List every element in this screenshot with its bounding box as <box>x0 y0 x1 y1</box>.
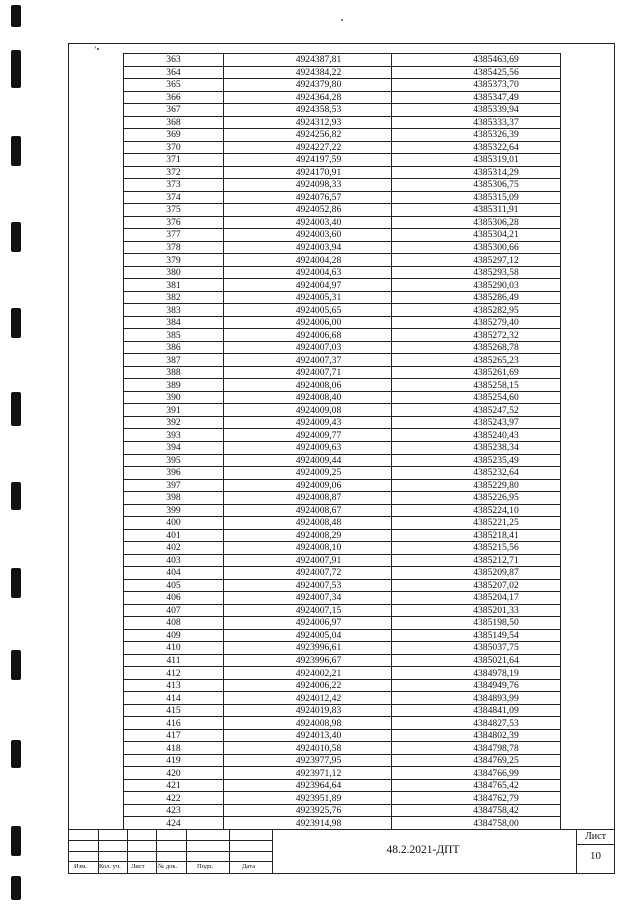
point-number-cell: 424 <box>124 817 224 830</box>
table-row <box>124 654 561 667</box>
x-coordinate-cell: 4924008,06 <box>224 379 392 392</box>
point-number-cell: 371 <box>124 154 224 167</box>
table-row <box>124 554 561 567</box>
title-block-divider <box>576 844 615 845</box>
x-coordinate-cell: 4924009,77 <box>224 429 392 442</box>
table-row <box>124 679 561 692</box>
y-coordinate-cell: 4384978,19 <box>392 667 561 680</box>
x-coordinate-cell: 4923996,67 <box>224 654 392 667</box>
y-coordinate-cell: 4385229,80 <box>392 479 561 492</box>
x-coordinate-cell: 4924006,97 <box>224 617 392 630</box>
y-coordinate-cell: 4385268,78 <box>392 341 561 354</box>
x-coordinate-cell: 4923951,89 <box>224 792 392 805</box>
x-coordinate-cell: 4924008,10 <box>224 542 392 555</box>
y-coordinate-cell: 4385224,10 <box>392 504 561 517</box>
y-coordinate-cell: 4385204,17 <box>392 592 561 605</box>
table-row <box>124 91 561 104</box>
binding-mark <box>11 5 21 27</box>
table-row <box>124 567 561 580</box>
table-row <box>124 216 561 229</box>
point-number-cell: 413 <box>124 679 224 692</box>
table-row <box>124 604 561 617</box>
y-coordinate-cell: 4384827,53 <box>392 717 561 730</box>
y-coordinate-cell: 4385212,71 <box>392 554 561 567</box>
x-coordinate-cell: 4924010,58 <box>224 742 392 755</box>
label-change: Изм. <box>74 863 87 870</box>
table-row <box>124 429 561 442</box>
coordinates-table <box>123 53 561 830</box>
x-coordinate-cell: 4924007,34 <box>224 592 392 605</box>
y-coordinate-cell: 4385201,33 <box>392 604 561 617</box>
table-row <box>124 266 561 279</box>
point-number-cell: 405 <box>124 579 224 592</box>
y-coordinate-cell: 4385272,32 <box>392 329 561 342</box>
point-number-cell: 400 <box>124 517 224 530</box>
table-row <box>124 204 561 217</box>
table-row <box>124 291 561 304</box>
label-signature: Подп. <box>197 863 214 870</box>
point-number-cell: 378 <box>124 241 224 254</box>
table-row <box>124 379 561 392</box>
y-coordinate-cell: 4385279,40 <box>392 316 561 329</box>
y-coordinate-cell: 4385306,75 <box>392 179 561 192</box>
table-row <box>124 742 561 755</box>
y-coordinate-cell: 4384769,25 <box>392 754 561 767</box>
point-number-cell: 404 <box>124 567 224 580</box>
x-coordinate-cell: 4923971,12 <box>224 767 392 780</box>
y-coordinate-cell: 4385373,70 <box>392 79 561 92</box>
point-number-cell: 401 <box>124 529 224 542</box>
y-coordinate-cell: 4385221,25 <box>392 517 561 530</box>
y-coordinate-cell: 4385198,50 <box>392 617 561 630</box>
table-row <box>124 129 561 142</box>
y-coordinate-cell: 4385286,49 <box>392 291 561 304</box>
y-coordinate-cell: 4385347,49 <box>392 91 561 104</box>
y-coordinate-cell: 4385304,21 <box>392 229 561 242</box>
y-coordinate-cell: 4384766,99 <box>392 767 561 780</box>
y-coordinate-cell: 4385311,91 <box>392 204 561 217</box>
point-number-cell: 366 <box>124 91 224 104</box>
point-number-cell: 372 <box>124 166 224 179</box>
y-coordinate-cell: 4385315,09 <box>392 191 561 204</box>
x-coordinate-cell: 4924009,08 <box>224 404 392 417</box>
point-number-cell: 370 <box>124 141 224 154</box>
point-number-cell: 379 <box>124 254 224 267</box>
coordinates-table-body <box>124 54 561 830</box>
table-row <box>124 116 561 129</box>
x-coordinate-cell: 4924007,03 <box>224 341 392 354</box>
y-coordinate-cell: 4385314,29 <box>392 166 561 179</box>
point-number-cell: 403 <box>124 554 224 567</box>
binding-mark <box>11 50 21 88</box>
y-coordinate-cell: 4385207,02 <box>392 579 561 592</box>
x-coordinate-cell: 4924005,04 <box>224 629 392 642</box>
x-coordinate-cell: 4924009,43 <box>224 416 392 429</box>
y-coordinate-cell: 4384841,09 <box>392 704 561 717</box>
label-date: Дата <box>242 863 255 870</box>
x-coordinate-cell: 4924197,59 <box>224 154 392 167</box>
title-block <box>68 829 615 874</box>
x-coordinate-cell: 4924009,06 <box>224 479 392 492</box>
x-coordinate-cell: 4924384,22 <box>224 66 392 79</box>
table-row <box>124 279 561 292</box>
y-coordinate-cell: 4385300,66 <box>392 241 561 254</box>
point-number-cell: 418 <box>124 742 224 755</box>
x-coordinate-cell: 4924007,37 <box>224 354 392 367</box>
table-row <box>124 617 561 630</box>
point-number-cell: 380 <box>124 266 224 279</box>
y-coordinate-cell: 4385240,43 <box>392 429 561 442</box>
x-coordinate-cell: 4924008,29 <box>224 529 392 542</box>
y-coordinate-cell: 4384762,79 <box>392 792 561 805</box>
point-number-cell: 409 <box>124 629 224 642</box>
y-coordinate-cell: 4385339,94 <box>392 104 561 117</box>
table-row <box>124 341 561 354</box>
table-row <box>124 366 561 379</box>
y-coordinate-cell: 4384758,00 <box>392 817 561 830</box>
title-block-divider <box>229 829 230 874</box>
table-row <box>124 354 561 367</box>
x-coordinate-cell: 4923925,76 <box>224 804 392 817</box>
y-coordinate-cell: 4385425,56 <box>392 66 561 79</box>
point-number-cell: 384 <box>124 316 224 329</box>
label-sheet: Лист <box>131 863 145 870</box>
title-block-top-line <box>68 829 615 830</box>
table-row <box>124 804 561 817</box>
x-coordinate-cell: 4924006,22 <box>224 679 392 692</box>
x-coordinate-cell: 4924019,83 <box>224 704 392 717</box>
y-coordinate-cell: 4384758,42 <box>392 804 561 817</box>
point-number-cell: 382 <box>124 291 224 304</box>
binding-mark <box>11 876 21 900</box>
y-coordinate-cell: 4385326,39 <box>392 129 561 142</box>
binding-mark <box>11 568 21 598</box>
sheet-label: Лист <box>585 831 606 842</box>
y-coordinate-cell: 4385261,69 <box>392 366 561 379</box>
x-coordinate-cell: 4923996,61 <box>224 642 392 655</box>
point-number-cell: 393 <box>124 429 224 442</box>
y-coordinate-cell: 4385254,60 <box>392 391 561 404</box>
x-coordinate-cell: 4924007,53 <box>224 579 392 592</box>
table-row <box>124 792 561 805</box>
binding-mark <box>11 482 21 510</box>
table-row <box>124 254 561 267</box>
point-number-cell: 420 <box>124 767 224 780</box>
point-number-cell: 365 <box>124 79 224 92</box>
x-coordinate-cell: 4924008,87 <box>224 492 392 505</box>
point-number-cell: 417 <box>124 729 224 742</box>
y-coordinate-cell: 4385319,01 <box>392 154 561 167</box>
point-number-cell: 394 <box>124 441 224 454</box>
point-number-cell: 406 <box>124 592 224 605</box>
point-number-cell: 396 <box>124 467 224 480</box>
table-row <box>124 391 561 404</box>
table-row <box>124 542 561 555</box>
point-number-cell: 391 <box>124 404 224 417</box>
point-number-cell: 415 <box>124 704 224 717</box>
point-number-cell: 376 <box>124 216 224 229</box>
y-coordinate-cell: 4385243,97 <box>392 416 561 429</box>
table-row <box>124 754 561 767</box>
point-number-cell: 374 <box>124 191 224 204</box>
table-row <box>124 629 561 642</box>
point-number-cell: 408 <box>124 617 224 630</box>
y-coordinate-cell: 4385322,64 <box>392 141 561 154</box>
title-block-divider <box>186 829 187 874</box>
x-coordinate-cell: 4924007,91 <box>224 554 392 567</box>
x-coordinate-cell: 4924008,48 <box>224 517 392 530</box>
y-coordinate-cell: 4385149,54 <box>392 629 561 642</box>
x-coordinate-cell: 4924009,63 <box>224 441 392 454</box>
table-row <box>124 692 561 705</box>
y-coordinate-cell: 4384798,78 <box>392 742 561 755</box>
x-coordinate-cell: 4924006,68 <box>224 329 392 342</box>
point-number-cell: 414 <box>124 692 224 705</box>
x-coordinate-cell: 4924005,65 <box>224 304 392 317</box>
table-row <box>124 54 561 67</box>
x-coordinate-cell: 4924364,28 <box>224 91 392 104</box>
table-row <box>124 592 561 605</box>
y-coordinate-cell: 4384893,99 <box>392 692 561 705</box>
binding-mark <box>11 392 21 426</box>
x-coordinate-cell: 4924379,80 <box>224 79 392 92</box>
x-coordinate-cell: 4924013,40 <box>224 729 392 742</box>
point-number-cell: 377 <box>124 229 224 242</box>
x-coordinate-cell: 4924008,40 <box>224 391 392 404</box>
table-row <box>124 304 561 317</box>
point-number-cell: 381 <box>124 279 224 292</box>
table-row <box>124 479 561 492</box>
y-coordinate-cell: 4385247,52 <box>392 404 561 417</box>
table-row <box>124 316 561 329</box>
point-number-cell: 422 <box>124 792 224 805</box>
y-coordinate-cell: 4385238,34 <box>392 441 561 454</box>
binding-mark <box>11 136 21 166</box>
point-number-cell: 397 <box>124 479 224 492</box>
x-coordinate-cell: 4924076,57 <box>224 191 392 204</box>
scan-speck <box>341 19 343 21</box>
x-coordinate-cell: 4924227,22 <box>224 141 392 154</box>
table-row <box>124 729 561 742</box>
point-number-cell: 383 <box>124 304 224 317</box>
x-coordinate-cell: 4924007,72 <box>224 567 392 580</box>
x-coordinate-cell: 4924002,21 <box>224 667 392 680</box>
y-coordinate-cell: 4385037,75 <box>392 642 561 655</box>
y-coordinate-cell: 4385463,69 <box>392 54 561 67</box>
document-code: 48.2.2021-ДПТ <box>386 844 460 856</box>
point-number-cell: 399 <box>124 504 224 517</box>
y-coordinate-cell: 4385215,56 <box>392 542 561 555</box>
y-coordinate-cell: 4385293,58 <box>392 266 561 279</box>
x-coordinate-cell: 4924007,71 <box>224 366 392 379</box>
point-number-cell: 367 <box>124 104 224 117</box>
point-number-cell: 421 <box>124 779 224 792</box>
point-number-cell: 411 <box>124 654 224 667</box>
y-coordinate-cell: 4384802,39 <box>392 729 561 742</box>
x-coordinate-cell: 4923977,95 <box>224 754 392 767</box>
table-row <box>124 817 561 830</box>
table-row <box>124 467 561 480</box>
table-row <box>124 241 561 254</box>
x-coordinate-cell: 4924387,81 <box>224 54 392 67</box>
table-row <box>124 504 561 517</box>
label-count: Кол. уч. <box>99 863 121 870</box>
title-block-divider <box>127 829 128 874</box>
y-coordinate-cell: 4385333,37 <box>392 116 561 129</box>
label-doc-number: № док. <box>158 863 178 870</box>
point-number-cell: 386 <box>124 341 224 354</box>
table-row <box>124 779 561 792</box>
table-row <box>124 704 561 717</box>
point-number-cell: 395 <box>124 454 224 467</box>
point-number-cell: 364 <box>124 66 224 79</box>
y-coordinate-cell: 4384765,42 <box>392 779 561 792</box>
x-coordinate-cell: 4924098,33 <box>224 179 392 192</box>
table-row <box>124 454 561 467</box>
y-coordinate-cell: 4385235,49 <box>392 454 561 467</box>
table-row <box>124 416 561 429</box>
x-coordinate-cell: 4924012,42 <box>224 692 392 705</box>
x-coordinate-cell: 4924003,40 <box>224 216 392 229</box>
table-row <box>124 141 561 154</box>
table-row <box>124 767 561 780</box>
x-coordinate-cell: 4924003,94 <box>224 241 392 254</box>
table-row <box>124 229 561 242</box>
table-row <box>124 79 561 92</box>
point-number-cell: 402 <box>124 542 224 555</box>
binding-mark <box>11 650 21 680</box>
y-coordinate-cell: 4384949,76 <box>392 679 561 692</box>
table-row <box>124 179 561 192</box>
table-row <box>124 517 561 530</box>
point-number-cell: 390 <box>124 391 224 404</box>
y-coordinate-cell: 4385218,41 <box>392 529 561 542</box>
x-coordinate-cell: 4924003,60 <box>224 229 392 242</box>
title-block-divider <box>156 829 157 874</box>
point-number-cell: 389 <box>124 379 224 392</box>
y-coordinate-cell: 4385226,95 <box>392 492 561 505</box>
x-coordinate-cell: 4924009,25 <box>224 467 392 480</box>
y-coordinate-cell: 4385021,64 <box>392 654 561 667</box>
table-row <box>124 404 561 417</box>
y-coordinate-cell: 4385290,03 <box>392 279 561 292</box>
binding-mark <box>11 308 21 338</box>
table-row <box>124 642 561 655</box>
x-coordinate-cell: 4923914,98 <box>224 817 392 830</box>
table-row <box>124 579 561 592</box>
y-coordinate-cell: 4385306,28 <box>392 216 561 229</box>
point-number-cell: 385 <box>124 329 224 342</box>
table-row <box>124 667 561 680</box>
x-coordinate-cell: 4924008,98 <box>224 717 392 730</box>
x-coordinate-cell: 4924007,15 <box>224 604 392 617</box>
x-coordinate-cell: 4924004,28 <box>224 254 392 267</box>
point-number-cell: 363 <box>124 54 224 67</box>
y-coordinate-cell: 4385209,87 <box>392 567 561 580</box>
x-coordinate-cell: 4924358,53 <box>224 104 392 117</box>
table-row <box>124 492 561 505</box>
x-coordinate-cell: 4924008,67 <box>224 504 392 517</box>
point-number-cell: 423 <box>124 804 224 817</box>
table-row <box>124 66 561 79</box>
y-coordinate-cell: 4385258,15 <box>392 379 561 392</box>
table-row <box>124 104 561 117</box>
x-coordinate-cell: 4923964,64 <box>224 779 392 792</box>
table-row <box>124 154 561 167</box>
y-coordinate-cell: 4385232,64 <box>392 467 561 480</box>
x-coordinate-cell: 4924170,91 <box>224 166 392 179</box>
x-coordinate-cell: 4924009,44 <box>224 454 392 467</box>
point-number-cell: 373 <box>124 179 224 192</box>
scan-mark: ’• <box>94 45 100 54</box>
table-row <box>124 166 561 179</box>
x-coordinate-cell: 4924312,93 <box>224 116 392 129</box>
binding-mark <box>11 826 21 856</box>
x-coordinate-cell: 4924005,31 <box>224 291 392 304</box>
x-coordinate-cell: 4924004,63 <box>224 266 392 279</box>
x-coordinate-cell: 4924052,86 <box>224 204 392 217</box>
point-number-cell: 375 <box>124 204 224 217</box>
point-number-cell: 419 <box>124 754 224 767</box>
x-coordinate-cell: 4924256,82 <box>224 129 392 142</box>
point-number-cell: 416 <box>124 717 224 730</box>
x-coordinate-cell: 4924006,00 <box>224 316 392 329</box>
table-row <box>124 529 561 542</box>
point-number-cell: 407 <box>124 604 224 617</box>
table-row <box>124 191 561 204</box>
point-number-cell: 368 <box>124 116 224 129</box>
sheet-number: 10 <box>590 850 601 862</box>
point-number-cell: 410 <box>124 642 224 655</box>
y-coordinate-cell: 4385297,12 <box>392 254 561 267</box>
y-coordinate-cell: 4385265,23 <box>392 354 561 367</box>
point-number-cell: 398 <box>124 492 224 505</box>
table-row <box>124 717 561 730</box>
point-number-cell: 392 <box>124 416 224 429</box>
y-coordinate-cell: 4385282,95 <box>392 304 561 317</box>
binding-mark <box>11 740 21 768</box>
table-row <box>124 441 561 454</box>
point-number-cell: 369 <box>124 129 224 142</box>
binding-mark <box>11 222 21 252</box>
point-number-cell: 387 <box>124 354 224 367</box>
point-number-cell: 388 <box>124 366 224 379</box>
point-number-cell: 412 <box>124 667 224 680</box>
x-coordinate-cell: 4924004,97 <box>224 279 392 292</box>
table-row <box>124 329 561 342</box>
